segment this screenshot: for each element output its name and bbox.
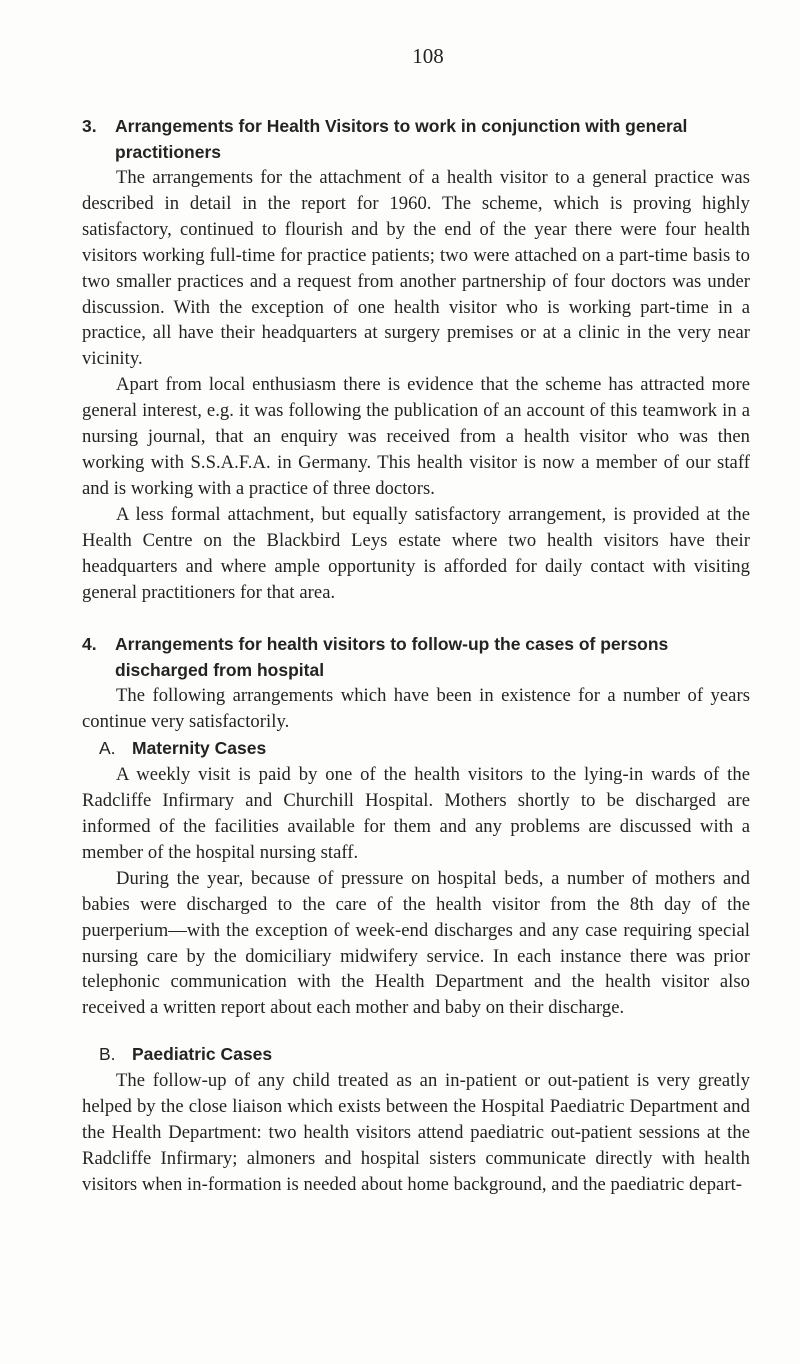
section-3-title: Arrangements for Health Visitors to work in conjunction with general practitioners: [115, 116, 688, 162]
page-number: 108: [412, 44, 444, 68]
subsection-a-letter: A.: [99, 738, 116, 759]
section-4-heading: [82, 631, 750, 683]
section-3-paragraph-2: Apart from local enthusiasm there is evidence that the scheme has attracted more general interest, e.g. it was following the publication of an account of this teamwork in a nursing journal, that an enquiry was received from a health visitor who was then working with S.S.A.F.A. in Germany. This health visitor is now a member of our staff and is working with a practice of three doctors.: [82, 374, 750, 499]
section-3-heading: [82, 113, 750, 165]
section-3-paragraph-1: The arrangements for the attachment of a health visitor to a general practice was described in detail in the report for 1960. The scheme, which is proving highly satisfactory, continued to flourish and by the end of the year there were four health visitors working full-time for practice patients; two were attached on a part-time basis to two smaller practices and a request from another partnership of four doctors was under discussion. With the exception of one health visitor who is working part-time in a practice, all have their headquarters at surgery premises or at a clinic in the very near vicinity.: [82, 167, 750, 370]
section-4-intro: The following arrangements which have been in existence for a number of years continue very satisfactorily.: [82, 685, 750, 733]
section-3-number: 3.: [82, 116, 97, 136]
subsection-b-title: Paediatric Cases: [132, 1044, 273, 1065]
document-page: [82, 44, 750, 1198]
subsection-b-letter: B.: [99, 1044, 116, 1065]
section-3: [82, 113, 750, 605]
subsection-b-paragraph-1: The follow-up of any child treated as an in-patient or out-patient is very greatly helped by the close liaison which exists between the Hospital Paediatric Department and the Health Department: two health visitors attend paediatric out-patient sessions at the Radcliffe Infirmary; almoners and hospital sisters communicate directly with health visitors when in-formation is needed about home background, and the paediatric depart-: [82, 1070, 750, 1195]
section-4-title: Arrangements for health visitors to follow-up the cases of persons discharged from hospital: [115, 634, 669, 681]
section-4-number: 4.: [82, 634, 97, 655]
subsection-a-title: Maternity Cases: [132, 738, 267, 759]
subsection-a-paragraph-2: During the year, because of pressure on hospital beds, a number of mothers and babies were discharged to the care of the health visitor from the 8th day of the puerperium—with the exception of week-end discharges and any case requiring special nursing care by the domiciliary midwifery service. In each instance there was prior telephonic communication with the Health Department and the health visitor also received a written report about each mother and baby on their discharge.: [82, 867, 750, 1019]
section-3-paragraph-3: A less formal attachment, but equally satisfactory arrangement, is provided at the Health Centre on the Blackbird Leys estate where two health visitors have their headquarters and where ample opportunity is afforded for daily contact with visiting general practitioners for that area.: [82, 503, 750, 603]
subsection-a-heading: [82, 735, 750, 762]
subsection-b-heading: [82, 1041, 750, 1068]
subsection-a-paragraph-1: A weekly visit is paid by one of the health visitors to the lying-in wards of the Radcliffe Infirmary and Churchill Hospital. Mothers shortly to be discharged are informed of the facilities available for them and any problems are discussed with a member of the hospital nursing staff.: [82, 764, 750, 863]
section-4: [82, 631, 750, 1197]
